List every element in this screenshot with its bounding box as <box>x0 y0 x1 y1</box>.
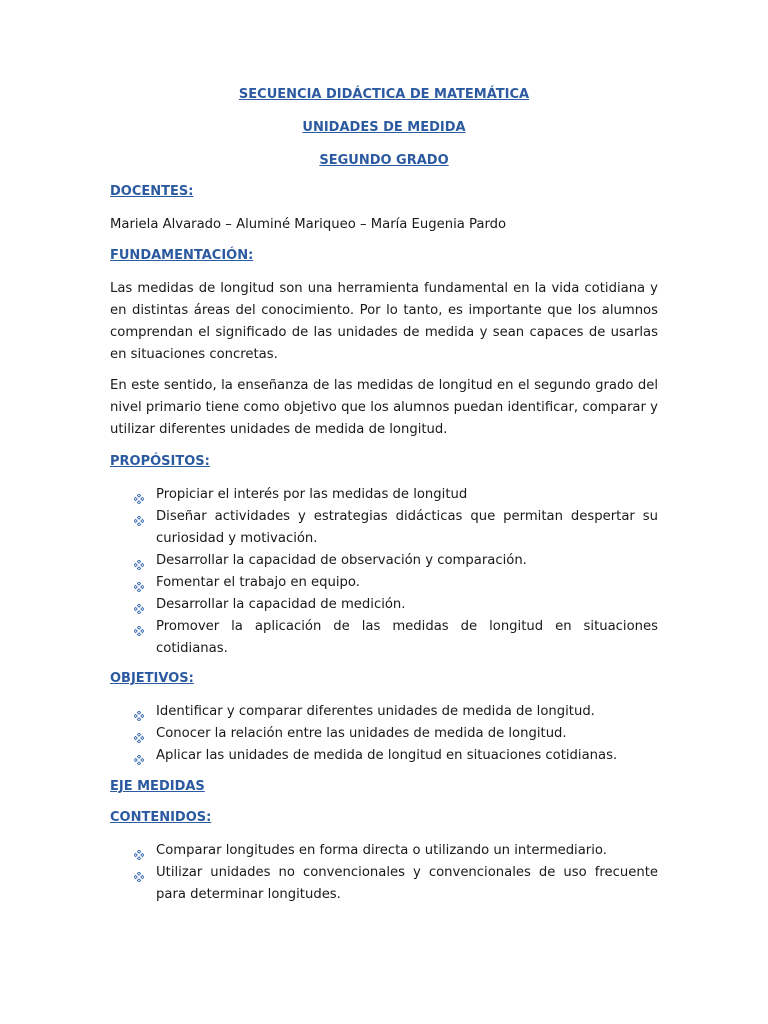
list-item-text: Promover la aplicación de las medidas de longitud en situaciones cotidianas. <box>156 619 658 656</box>
fundamentacion-paragraph: En este sentido, la enseñanza de las medidas de longitud en el segundo grado del nivel primario tiene como objetivo que los alumnos puedan identificar, comparar y utilizar diferentes unidades de medida de longitud. <box>110 378 658 437</box>
list-item <box>110 723 658 745</box>
list-item <box>110 506 658 550</box>
objetivos-list <box>110 701 658 767</box>
list-item-text: Desarrollar la capacidad de medición. <box>156 597 406 612</box>
list-item <box>110 572 658 594</box>
list-item <box>110 701 658 723</box>
diamond-bullet-icon <box>134 490 144 500</box>
list-item <box>110 484 658 506</box>
diamond-bullet-icon <box>134 578 144 588</box>
list-item-text: Identificar y comparar diferentes unidades de medida de longitud. <box>156 704 595 719</box>
list-item-text: Utilizar unidades no convencionales y convencionales de uso frecuente para determinar longitudes. <box>156 865 658 902</box>
contenidos-list <box>110 840 658 906</box>
diamond-bullet-icon <box>134 707 144 717</box>
diamond-bullet-icon <box>134 556 144 566</box>
docentes-heading: DOCENTES: <box>110 184 194 199</box>
list-item-text: Fomentar el trabajo en equipo. <box>156 575 360 590</box>
list-item-text: Comparar longitudes en forma directa o utilizando un intermediario. <box>156 843 607 858</box>
diamond-bullet-icon <box>134 600 144 610</box>
objetivos-heading: OBJETIVOS: <box>110 671 194 686</box>
diamond-bullet-icon <box>134 751 144 761</box>
diamond-bullet-icon <box>134 512 144 522</box>
document-grade: SEGUNDO GRADO <box>319 153 449 168</box>
diamond-bullet-icon <box>134 729 144 739</box>
fundamentacion-heading: FUNDAMENTACIÓN: <box>110 248 254 263</box>
list-item <box>110 616 658 660</box>
list-item <box>110 862 658 906</box>
diamond-bullet-icon <box>134 868 144 878</box>
propositos-list <box>110 484 658 660</box>
list-item-text: Aplicar las unidades de medida de longitud en situaciones cotidianas. <box>156 748 618 763</box>
list-item <box>110 840 658 862</box>
list-item-text: Diseñar actividades y estrategias didácticas que permitan despertar su curiosidad y motivación. <box>156 509 658 546</box>
propositos-heading: PROPÓSITOS: <box>110 454 210 469</box>
document-subtitle: UNIDADES DE MEDIDA <box>302 120 466 135</box>
diamond-bullet-icon <box>134 846 144 856</box>
list-item-text: Desarrollar la capacidad de observación y comparación. <box>156 553 527 568</box>
list-item <box>110 594 658 616</box>
list-item-text: Conocer la relación entre las unidades de medida de longitud. <box>156 726 567 741</box>
list-item <box>110 550 658 572</box>
eje-heading: EJE MEDIDAS <box>110 779 205 794</box>
list-item <box>110 745 658 767</box>
document-page <box>110 86 658 916</box>
document-title: SECUENCIA DIDÁCTICA DE MATEMÁTICA <box>238 87 530 102</box>
fundamentacion-paragraph: Las medidas de longitud son una herramienta fundamental en la vida cotidiana y en distintas áreas del conocimiento. Por lo tanto, es importante que los alumnos comprendan el significado de las unidades de medida y sean capaces de usarlas en situaciones concretas. <box>110 281 658 362</box>
docentes-names: Mariela Alvarado – Aluminé Mariqueo – María Eugenia Pardo <box>110 217 507 232</box>
contenidos-heading: CONTENIDOS: <box>110 810 212 825</box>
list-item-text: Propiciar el interés por las medidas de longitud <box>156 487 468 502</box>
diamond-bullet-icon <box>134 622 144 632</box>
